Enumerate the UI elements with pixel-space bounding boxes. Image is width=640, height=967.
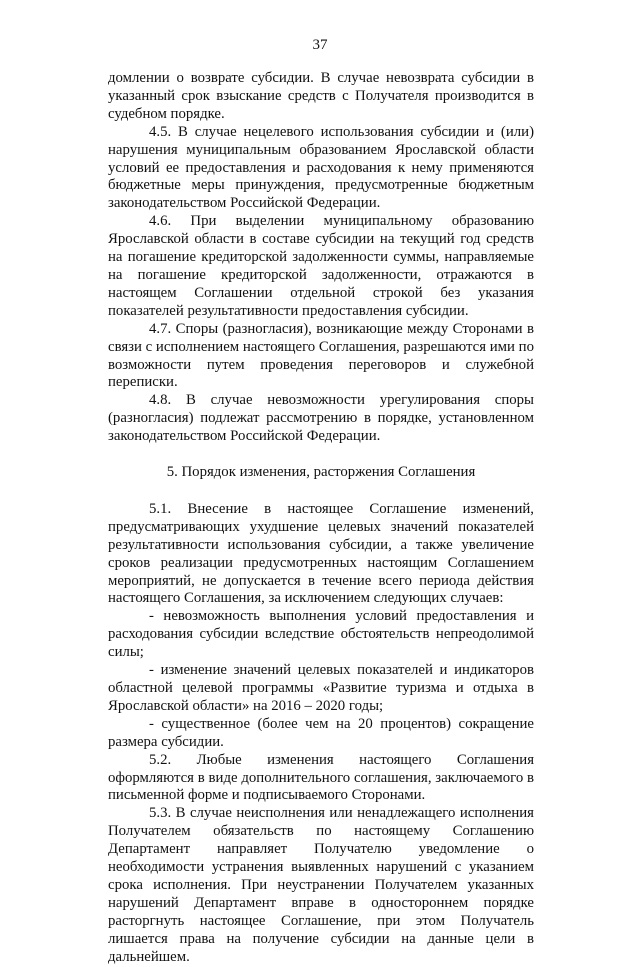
list-item-subsidy-reduction: - существенное (более чем на 20 процентов) сокращение размера субсидии.	[108, 715, 534, 750]
section-heading: 5. Порядок изменения, расторжения Соглашения	[166, 464, 476, 481]
paragraph-5-1: 5.1. Внесение в настоящее Соглашение изменений, предусматривающих ухудшение целевых значений показателей результативности использования субсидии, а также увеличение сроков реализации предусмотренных настоящим Соглашением мероприятий, не допускается в течение всего периода действия настоящего Соглашения, за исключением следующих случаев:	[108, 500, 534, 607]
paragraph-5-2: 5.2. Любые изменения настоящего Соглашения оформляются в виде дополнительного соглашения, заключаемого в письменной форме и подписываемого Сторонами.	[108, 751, 534, 804]
paragraph-4-7: 4.7. Споры (разногласия), возникающие между Сторонами в связи с исполнением настоящего Соглашения, разрешаются ими по возможности путем проведения переговоров и служебной переписки.	[108, 320, 534, 391]
list-item-force-majeure: - невозможность выполнения условий предоставления и расходования субсидии вследствие обстоятельств непреодолимой силы;	[108, 608, 534, 661]
paragraph-continuation: домлении о возврате субсидии. В случае невозврата субсидии в указанный срок взыскание средств с Получателя производится в судебном порядке.	[108, 70, 534, 122]
paragraph-4-8: 4.8. В случае невозможности урегулирования споры (разногласия) подлежат рассмотрению в порядке, установленном законодательством Российской Федерации.	[108, 392, 534, 445]
page-number: 37	[312, 37, 328, 53]
paragraph-4-5: 4.5. В случае нецелевого использования субсидии и (или) нарушения муниципальным образованием Ярославской области условий ее предоставления и расходования к нему применяются бюджетные меры принуждения, предусмотренные бюджетным законодательством Российской Федерации.	[108, 123, 534, 212]
document-body	[108, 70, 534, 967]
paragraph-5-3: 5.3. В случае неисполнения или ненадлежащего исполнения Получателем обязательств по настоящему Соглашению Департамент направляет Получателю уведомление о необходимости устранения выявленных нарушений с указанием срока исполнения. При неустранении Получателем указанных нарушений Департамент вправе в одностороннем порядке расторгнуть настоящее Соглашение, при этом Получатель лишается права на получение субсидии на данные цели в дальнейшем.	[108, 805, 534, 965]
list-item-target-indicators: - изменение значений целевых показателей и индикаторов областной целевой программы «Развитие туризма и отдыха в Ярославской области» на 2016 – 2020 годы;	[108, 662, 534, 714]
paragraph-4-6: 4.6. При выделении муниципальному образованию Ярославской области в составе субсидии на текущий год средств на погашение кредиторской задолженности суммы, направляемые на погашение кредиторской задолженности, отражаются в настоящем Соглашении отдельной строкой без указания показателей результативности предоставления субсидии.	[108, 213, 534, 319]
